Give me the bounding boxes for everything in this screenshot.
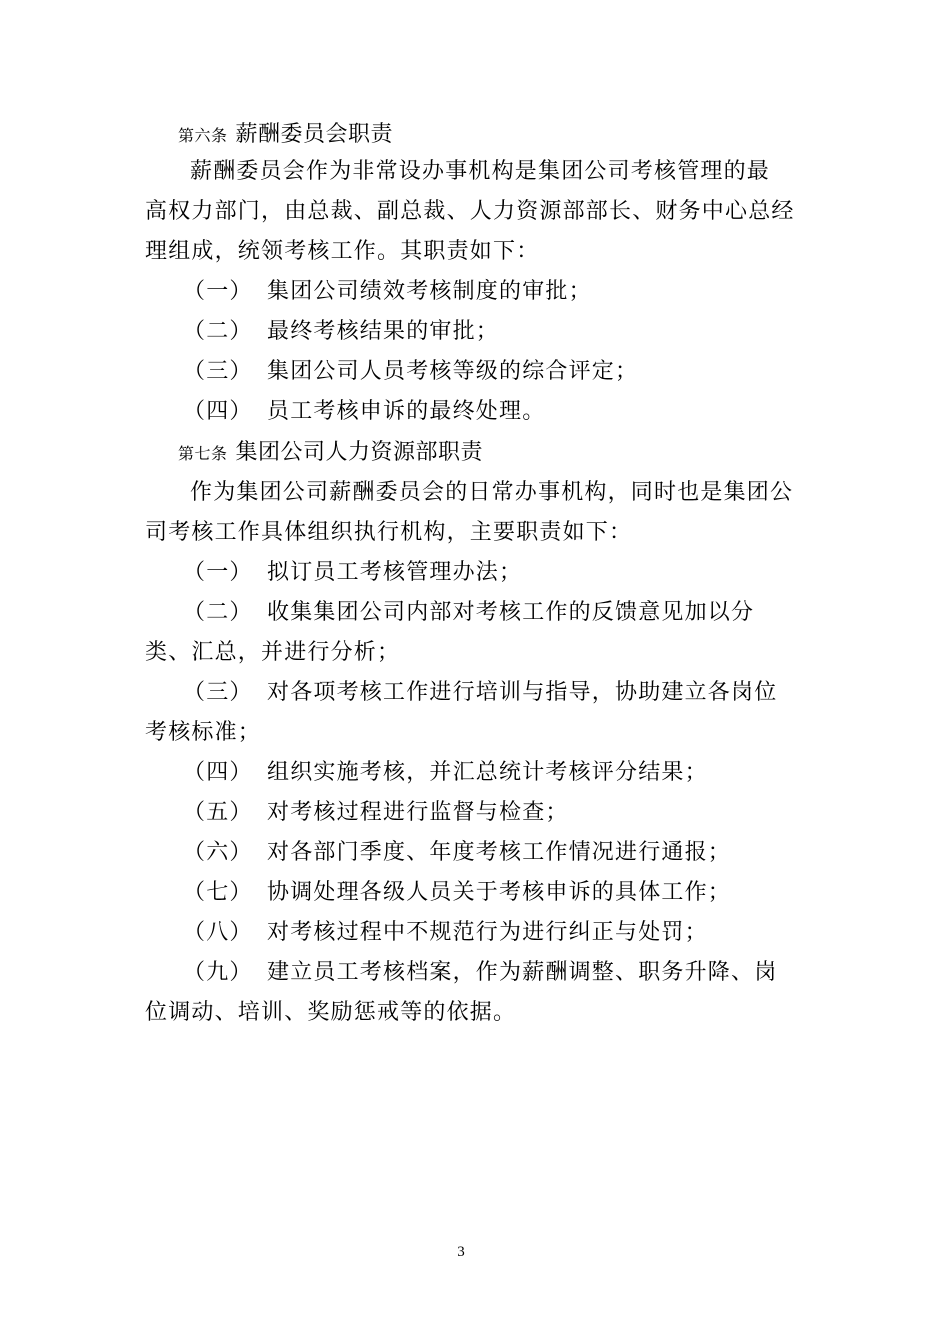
article-7-intro-line-2: 司考核工作具体组织执行机构，主要职责如下： — [145, 520, 633, 545]
item-text: 拟订员工考核管理办法； — [267, 560, 523, 585]
article-7-item-3-continued: 考核标准； — [145, 720, 262, 745]
item-text: 集团公司绩效考核制度的审批； — [267, 279, 592, 304]
item-number: （九） — [183, 960, 253, 985]
article-7-title: 集团公司人力资源部职责 — [235, 440, 484, 465]
item-text: 员工考核申诉的最终处理。 — [267, 399, 546, 424]
article-6-item-1 — [183, 279, 592, 305]
article-7-item-1 — [183, 560, 522, 586]
article-6-number: 第六条 — [178, 126, 228, 145]
article-6-intro-line-2: 高权力部门，由总裁、副总裁、人力资源部部长、财务中心总经 — [145, 199, 795, 224]
item-text: 集团公司人员考核等级的综合评定； — [267, 359, 639, 384]
article-7-item-7 — [183, 880, 731, 906]
item-number: （二） — [183, 600, 253, 625]
article-7-item-4 — [183, 760, 708, 786]
article-7-item-9 — [183, 960, 777, 986]
item-number: （一） — [183, 560, 253, 585]
item-text: 协调处理各级人员关于考核申诉的具体工作； — [267, 880, 732, 905]
article-6-title: 薪酬委员会职责 — [235, 122, 394, 147]
article-7-item-8 — [183, 920, 708, 946]
article-7-item-3 — [183, 680, 777, 706]
page-number: 3 — [457, 1244, 465, 1260]
article-7-intro-line-1: 作为集团公司薪酬委员会的日常办事机构，同时也是集团公 — [190, 480, 794, 505]
article-7-heading — [178, 440, 483, 467]
article-7-item-2 — [183, 600, 754, 626]
article-7-item-5 — [183, 800, 569, 826]
article-7-item-2-continued: 类、汇总，并进行分析； — [145, 640, 401, 665]
article-6-intro-line-3: 理组成，统领考核工作。其职责如下： — [145, 239, 540, 264]
item-number: （八） — [183, 920, 253, 945]
article-7-item-9-continued: 位调动、培训、奖励惩戒等的依据。 — [145, 1000, 517, 1025]
item-number: （六） — [183, 840, 253, 865]
item-text: 建立员工考核档案，作为薪酬调整、职务升降、岗 — [267, 960, 778, 985]
article-6-item-3 — [183, 359, 638, 385]
item-number: （五） — [183, 800, 253, 825]
item-number: （四） — [183, 399, 253, 424]
article-6-heading — [178, 122, 393, 149]
item-text: 最终考核结果的审批； — [267, 319, 500, 344]
item-number: （三） — [183, 680, 253, 705]
item-number: （七） — [183, 880, 253, 905]
article-7-item-6 — [183, 840, 731, 866]
article-6-intro-line-1: 薪酬委员会作为非常设办事机构是集团公司考核管理的最 — [190, 159, 771, 184]
item-number: （三） — [183, 359, 253, 384]
item-number: （四） — [183, 760, 253, 785]
article-6-item-2 — [183, 319, 499, 345]
item-text: 收集集团公司内部对考核工作的反馈意见加以分 — [267, 600, 755, 625]
item-text: 对考核过程中不规范行为进行纠正与处罚； — [267, 920, 708, 945]
item-text: 对各项考核工作进行培训与指导，协助建立各岗位 — [267, 680, 778, 705]
item-number: （二） — [183, 319, 253, 344]
item-text: 组织实施考核，并汇总统计考核评分结果； — [267, 760, 708, 785]
item-text: 对各部门季度、年度考核工作情况进行通报； — [267, 840, 732, 865]
item-number: （一） — [183, 279, 253, 304]
article-6-item-4 — [183, 399, 545, 425]
article-7-number: 第七条 — [178, 444, 228, 463]
item-text: 对考核过程进行监督与检查； — [267, 800, 569, 825]
